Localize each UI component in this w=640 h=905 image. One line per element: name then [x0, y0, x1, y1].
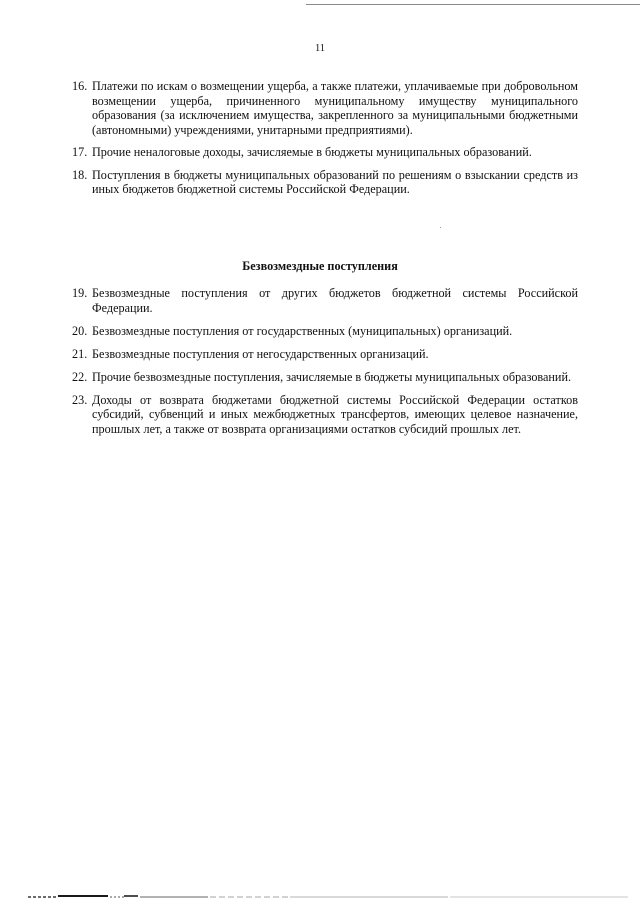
income-list-non-tax: [72, 79, 578, 205]
list-item: [72, 324, 578, 339]
page-number: 11: [314, 43, 326, 54]
section-heading: Безвозмездные поступления: [242, 259, 398, 273]
list-item: [72, 145, 578, 160]
list-item: [72, 286, 578, 315]
list-item: [72, 79, 578, 137]
item-number: 22.: [72, 369, 88, 384]
scan-bottom-artifact: [28, 891, 628, 901]
item-text: Прочие безвозмездные поступления, зачисляемые в бюджеты муниципальных образований.: [92, 369, 572, 384]
item-text: Поступления в бюджеты муниципальных образований по решениям о взыскании средств из иных бюджетов бюджетной системы Российской Федерации.: [92, 167, 578, 196]
scan-edge-line: [306, 4, 640, 5]
list-item: [72, 347, 578, 362]
list-item: [72, 168, 578, 197]
item-number: 21.: [72, 346, 88, 361]
item-text: Безвозмездные поступления от негосударственных организаций.: [92, 346, 429, 361]
item-number: 16.: [72, 79, 88, 93]
item-number: 18.: [72, 167, 88, 182]
item-number: 17.: [72, 145, 88, 159]
item-number: 19.: [72, 286, 88, 300]
item-text: Платежи по искам о возмещении ущерба, а также платежи, уплачиваемые при добровольном возмещении ущерба, причиненного муниципальному имуществу муниципального образования (за исключением имущества, закрепленного за муниципальными бюджетными (автономными) учреждениями, унитарными предприятиями).: [92, 79, 578, 137]
item-text: Прочие неналоговые доходы, зачисляемые в бюджеты муниципальных образований.: [92, 145, 532, 159]
item-number: 23.: [72, 392, 88, 407]
item-text: Безвозмездные поступления от других бюджетов бюджетной системы Российской Федерации.: [92, 286, 578, 315]
item-text: Доходы от возврата бюджетами бюджетной системы Российской Федерации остатков субсидий, субвенций и иных межбюджетных трансфертов, имеющих целевое назначение, прошлых лет, а также от возврата организациями остатков субсидий прошлых лет.: [92, 392, 578, 436]
list-item: [72, 393, 578, 437]
scan-speck: [440, 227, 441, 228]
item-text: Безвозмездные поступления от государственных (муниципальных) организаций.: [92, 323, 513, 338]
item-number: 20.: [72, 323, 88, 338]
list-item: [72, 370, 578, 385]
income-list-gratuitous: [72, 286, 578, 445]
